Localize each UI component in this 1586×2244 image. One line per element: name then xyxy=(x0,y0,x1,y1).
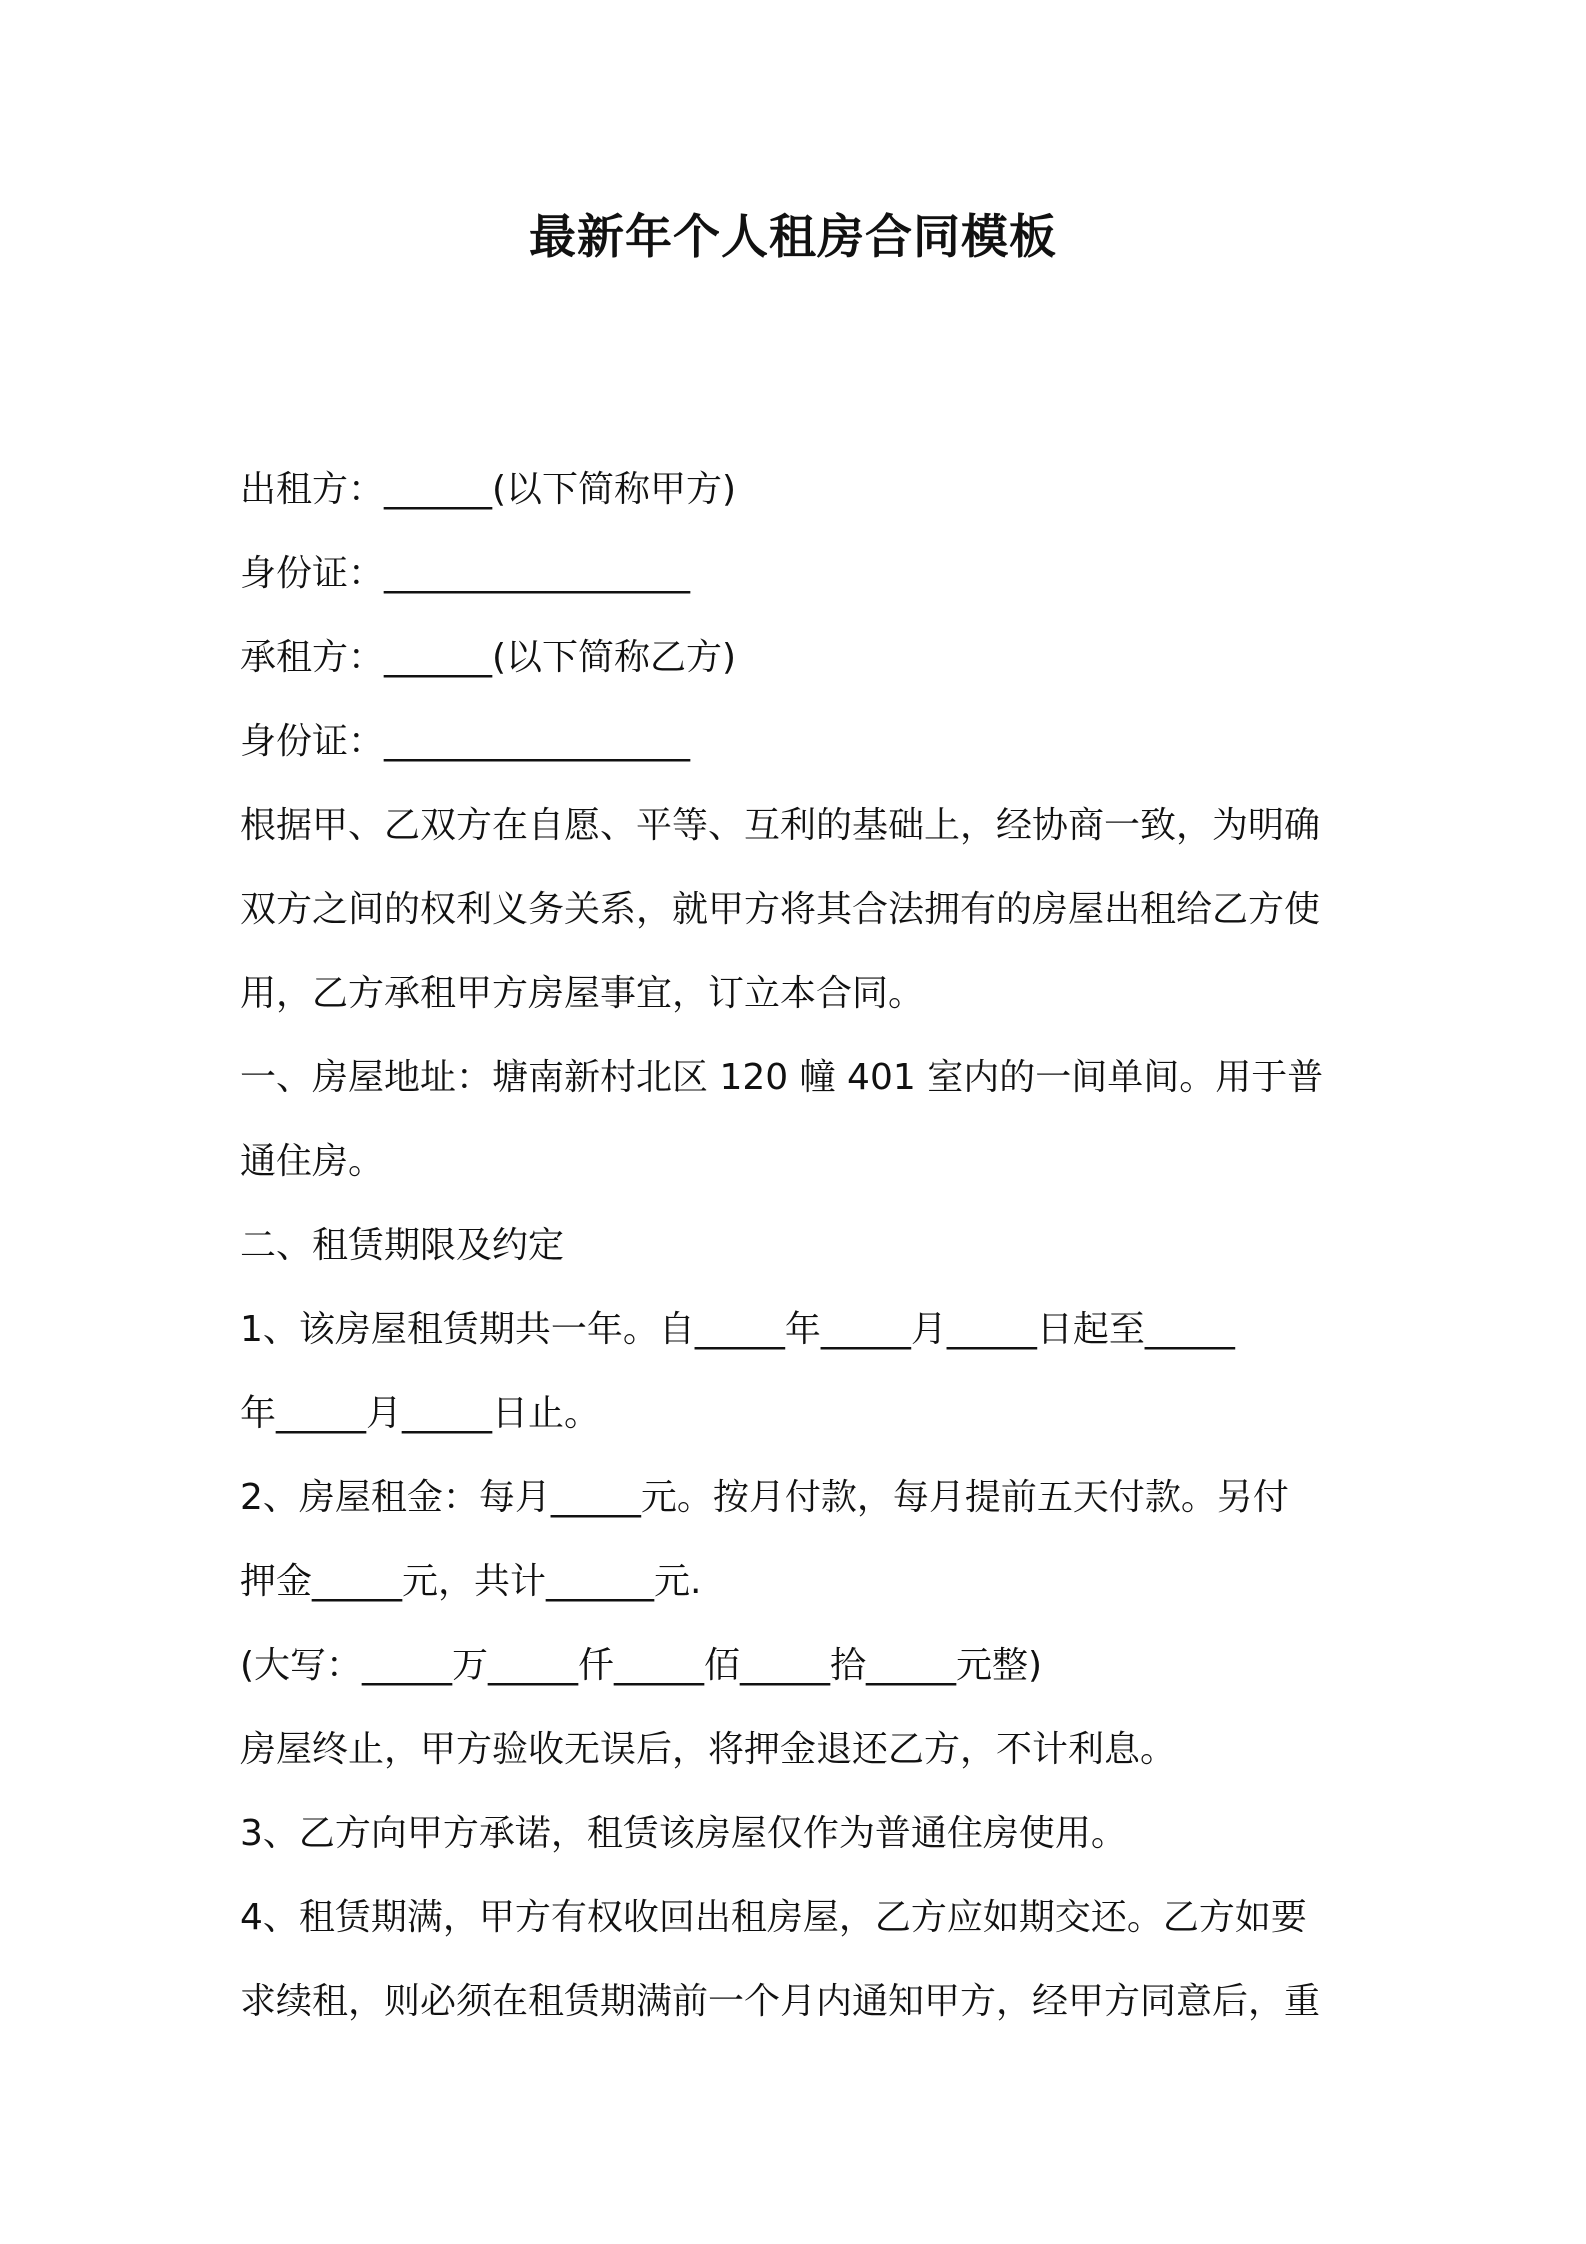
document-title: 最新年个人租房合同模板 xyxy=(529,210,1057,265)
clause-use-line: 3、乙方向甲方承诺，租赁该房屋仅作为普通住房使用。 xyxy=(240,1813,1127,1854)
section-heading: 二、租赁期限及约定 xyxy=(240,1225,565,1266)
section-address-line: 通住房。 xyxy=(240,1141,385,1182)
lessor-id-line: 身份证：_________________ xyxy=(240,553,691,594)
lessee-line: 承租方：______(以下简称乙方) xyxy=(240,637,737,678)
lessee-id-line: 身份证：_________________ xyxy=(240,721,691,762)
clause-term-line: 年_____月_____日止。 xyxy=(240,1393,601,1434)
preamble-line: 根据甲、乙双方在自愿、平等、互利的基础上，经协商一致，为明确 xyxy=(240,805,1321,846)
clause-deposit-line: 房屋终止，甲方验收无误后，将押金退还乙方，不计利息。 xyxy=(240,1729,1177,1770)
clause-rent-line: 押金_____元，共计______元. xyxy=(240,1561,702,1602)
preamble-line: 用，乙方承租甲方房屋事宜，订立本合同。 xyxy=(240,973,925,1014)
section-address-line: 一、房屋地址：塘南新村北区 120 幢 401 室内的一间单间。用于普 xyxy=(240,1057,1324,1098)
clause-rent-line: 2、房屋租金：每月_____元。按月付款，每月提前五天付款。另付 xyxy=(240,1477,1289,1518)
clause-expiry-line: 4、租赁期满，甲方有权收回出租房屋，乙方应如期交还。乙方如要 xyxy=(240,1897,1307,1938)
clause-term-line: 1、该房屋租赁期共一年。自_____年_____月_____日起至_____ xyxy=(240,1309,1235,1350)
preamble-line: 双方之间的权利义务关系，就甲方将其合法拥有的房屋出租给乙方使 xyxy=(240,889,1321,930)
clause-expiry-line: 求续租，则必须在租赁期满前一个月内通知甲方，经甲方同意后，重 xyxy=(240,1981,1321,2022)
clause-rent-uppercase-line: (大写：_____万_____仟_____佰_____拾_____元整) xyxy=(240,1645,1043,1686)
lessor-line: 出租方：______(以下简称甲方) xyxy=(240,469,737,510)
document-body xyxy=(240,448,1352,2044)
